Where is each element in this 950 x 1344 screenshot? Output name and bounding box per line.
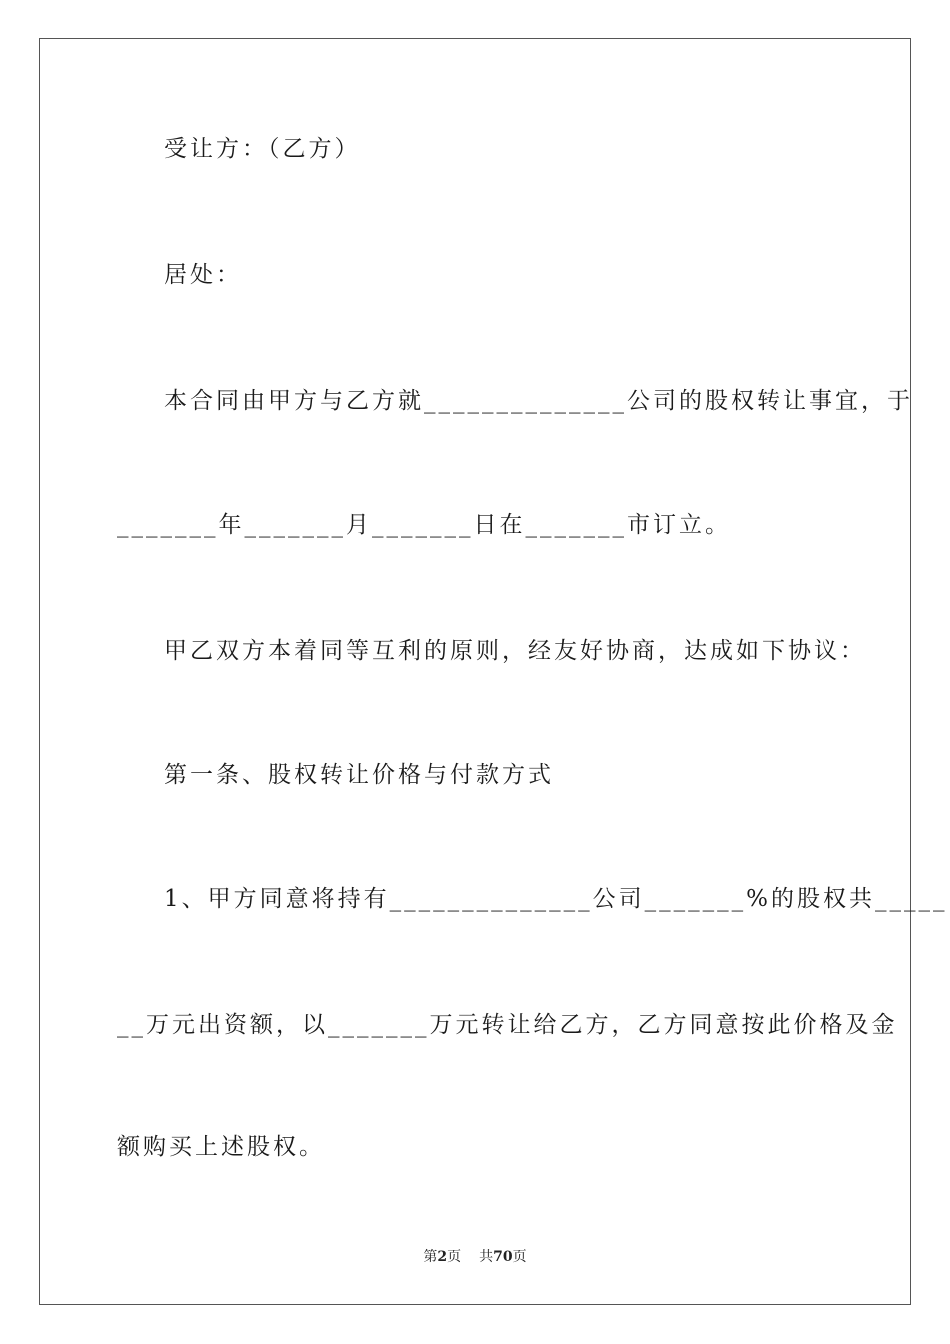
clause-1-line-2: __万元出资额，以_______万元转让给乙方，乙方同意按此价格及金 xyxy=(117,1012,898,1038)
page-footer xyxy=(0,1248,950,1266)
clause-1-line-3: 额购买上述股权。 xyxy=(117,1134,325,1160)
total-prefix: 共 xyxy=(479,1249,494,1265)
residence-line: 居处： xyxy=(164,262,242,288)
clause-1-line-1: 1、甲方同意将持有______________公司_______%的股权共_____ xyxy=(164,886,948,912)
principle-line: 甲乙双方本着同等互利的原则，经友好协商，达成如下协议： xyxy=(164,638,866,664)
article-one-heading: 第一条、股权转让价格与付款方式 xyxy=(164,762,554,788)
contract-date-line: _______年_______月_______日在_______市订立。 xyxy=(117,512,731,538)
page-prefix: 第 xyxy=(423,1249,438,1265)
transferee-line: 受让方：（乙方） xyxy=(164,136,361,162)
total-suffix: 页 xyxy=(512,1249,527,1265)
page-number: 2 xyxy=(437,1249,448,1265)
total-pages: 70 xyxy=(493,1249,513,1265)
contract-intro-line: 本合同由甲方与乙方就______________公司的股权转让事宜，于 xyxy=(164,388,913,414)
page-suffix: 页 xyxy=(447,1249,462,1265)
page-frame xyxy=(39,38,948,1305)
